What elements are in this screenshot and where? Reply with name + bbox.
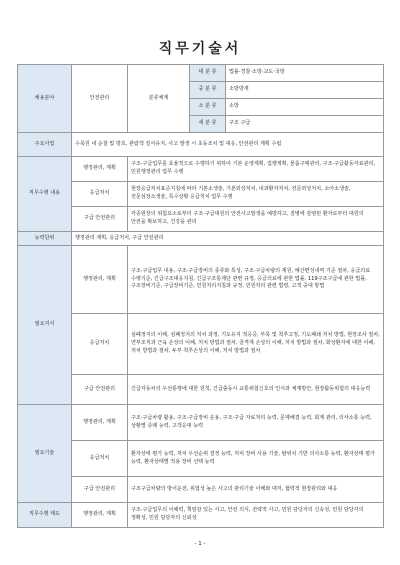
main-business-value: 수목원 내 순찰 및 방호, 관람객 질서유지, 사고 발생 시 초동조치 및 대응, 안전관리 계획 수립 [72, 133, 384, 157]
duty-row-label: 응급처치 [72, 182, 128, 207]
ability-label: 능력단위 [18, 232, 72, 246]
duty-row-label: 행정관리, 계획 [72, 157, 128, 182]
class-value-major: 법률·경찰·소방·교도·국방 [226, 65, 384, 82]
class-label-major: 대 분 류 [190, 65, 226, 82]
duty-label: 직무수행 내용 [18, 157, 72, 232]
page-number: - 1 - [194, 541, 206, 547]
knowledge-row-label: 응급처치 [72, 314, 128, 375]
attitude-label: 직무수행 태도 [18, 503, 72, 528]
class-label: 분류체계 [128, 65, 190, 133]
knowledge-row-label: 행정관리, 계획 [72, 246, 128, 314]
duty-row-value: 각종현장의 위험요소로부터 구조·구급대원의 안전사고발생을 예방하고, 질병에 감염된 환자로부터 대원의 안전을 확보하고, 건강을 관리 [128, 207, 384, 232]
duty-row-value: 현장응급처치표준지침에 따라 기본소생술, 기본외상처치, 내과환자처치, 전문외상처치, 소아소생술, 전문심장소생술, 특수상황 응급처치 업무 수행 [128, 182, 384, 207]
skill-row-label: 구급 안전관리 [72, 477, 128, 503]
field-label: 채용분야 [18, 65, 72, 133]
class-label-mid: 중 분 류 [190, 82, 226, 99]
class-label-minor: 소 분 류 [190, 99, 226, 116]
field-value: 안전관리 [72, 65, 128, 133]
knowledge-row-value: 긴급자동차의 우선통행에 대한 원칙, 긴급출동시 교통위험신호의 인식과 체계방안, 현장활동위험의 대응능력 [128, 375, 384, 405]
document-title: 직무기술서 [158, 41, 242, 57]
skill-row-value: 환자상태 평가 능력, 처치 우선순위 결정 능력, 처치 장비 사용 기술, 탈위치 기반 의사소통 능력, 환자상태 평가 능력, 환자상태별 적용 장비 선택 능력 [128, 441, 384, 477]
skill-row-value: 구조구급차량의 방어운전, 위험성 높은 사고의 관리기술 이해와 대처, 협력적 현장관리와 대응 [128, 477, 384, 503]
ability-value: 행정관리 계획, 응급처치, 구급 안전관리 [72, 232, 384, 246]
attitude-row-label: 행정관리, 계획 [72, 503, 128, 528]
skill-row-value: 구조·구급차량 활용, 구조·구급장비 운용, 구조·구급 자료처리 능력, 문제해결 능력, 회계 관리, 의사소통 능력, 상황별 증례 능력, 고객응대 능력 [128, 405, 384, 441]
duty-row-label: 구급 안전관리 [72, 207, 128, 232]
knowledge-row-value: 구조·구급업무 내용, 구조·구급장비의 종류와 특성, 구조·구급차량의 제원, 예산편성내역 기준 절차, 응급의료 수행기준, 긴급구조대응지침, 긴급구조통제단 관련 규정, 응급의료에 관한 법률, 119구조구급에 관한 법률, 구조장비기준, 구급장비기준, 민원처리지침과 규정, 민원처리 관련 법령, 고객 중대 방법 [128, 246, 384, 314]
main-business-label: 주요사업 [18, 133, 72, 157]
skill-label: 필요기술 [18, 405, 72, 503]
knowledge-label: 필요지식 [18, 246, 72, 405]
class-value-mid: 소방방재 [226, 82, 384, 99]
duty-row-value: 구조·구급업무를 효율적으로 수행하기 위하여 기본 운영계획, 집행계획, 물품구매관리, 구조·구급활동자료관리, 민원행정관리 업무 수행 [128, 157, 384, 182]
knowledge-row-value: 심폐정지의 이해, 심폐정지의 처치 과정, 기도유지 적응증, 부목 및 척추고정, 기도폐쇄 처치 방법, 현장조사 절차, 연부조직과 근육 손상의 이해, 처치 방법과 절차, 골격계 손상의 이해, 처치 방법과 절차, 화상환자에 대한 이해, 처치 방법과 절차, 두부 척추손상의 이해, 처치 방법과 절차 [128, 314, 384, 375]
class-value-minor: 소방 [226, 99, 384, 116]
skill-row-label: 응급처치 [72, 441, 128, 477]
class-value-detail: 구조 구급 [226, 116, 384, 133]
class-label-detail: 세 분 류 [190, 116, 226, 133]
skill-row-label: 행정관리, 계획 [72, 405, 128, 441]
job-description-table [17, 64, 384, 528]
knowledge-row-label: 구급 안전관리 [72, 375, 128, 405]
attitude-row-value: 구조·구급업무의 이해력, 책임감 있는 사고, 안전 의식, 전략적 사고, 민원 담당자의 신속성, 민원 담당자의 정확성, 민원 담당자의 신뢰성 [128, 503, 384, 528]
